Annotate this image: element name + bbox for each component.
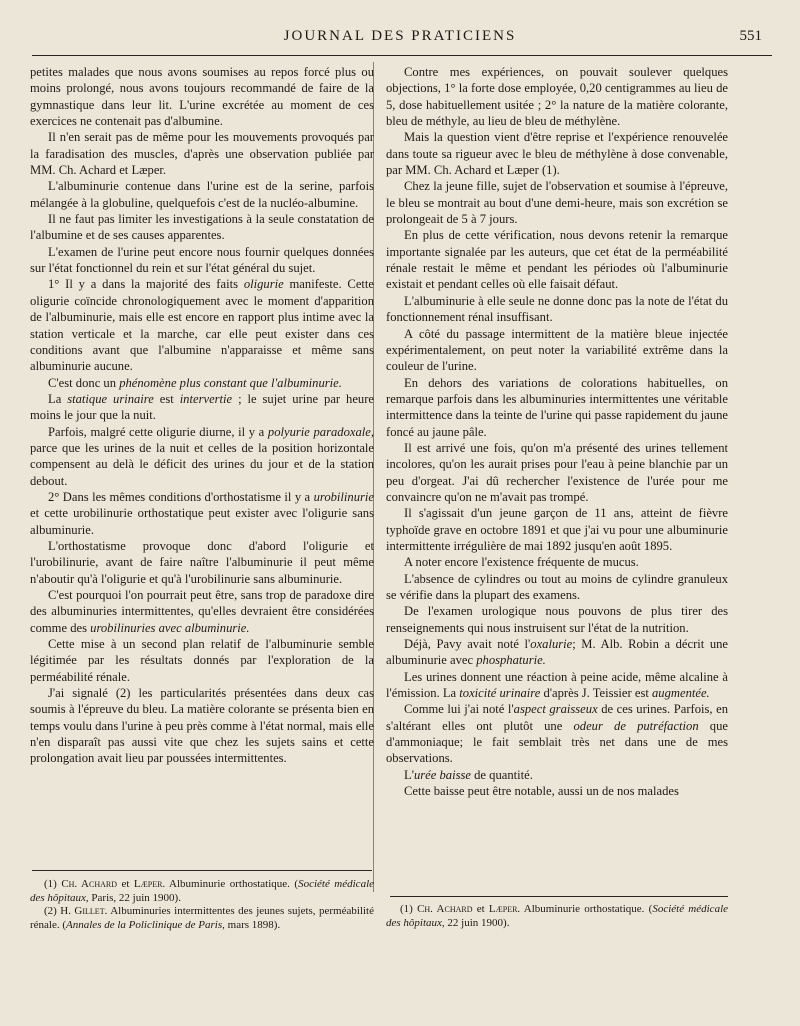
text-run: L': [404, 767, 414, 782]
text-run: de quantité.: [470, 767, 533, 782]
text-run: et: [117, 878, 134, 890]
paragraph: En dehors des variations de colorations habituelles, on remarque parfois dans les albuminuries intermittentes une véritable intermittence dans la teinte de l'urine qui passe rapidement du jaune foncé au jaune pâle.: [386, 375, 728, 439]
paragraph: [30, 489, 374, 538]
text-run: de ces urines. Parfois, en s'altérant elles ont plutôt une: [386, 702, 729, 733]
footnote: [30, 878, 374, 905]
italic-run: urobilinuries avec albuminurie.: [90, 620, 250, 635]
italic-run: statique urinaire: [67, 391, 154, 406]
footnote-number: (2): [44, 905, 61, 918]
text-run: ; M. Alb. Robin a décrit une albuminurie avec: [386, 637, 728, 668]
footnote-author: H. Gillet: [60, 905, 105, 918]
text-run: , 22 juin 1900).: [441, 916, 510, 929]
paragraph: En plus de cette vérification, nous devons retenir la remarque importante signalée par les auteurs, que cet état de la perméabilité rénale restait le même et pendant les périodes où l'albuminurie existait et pendant celles où elle faisait défaut.: [386, 228, 728, 292]
paragraph: [386, 767, 728, 783]
italic-run: intervertie: [179, 391, 233, 406]
text-run: C'est pourquoi l'on pourrait peut être, sans trop de paradoxe dire des albuminuries intermittentes, qu'elles devraient être considérées comme des: [30, 588, 374, 635]
paragraph: [386, 669, 728, 702]
text-run: et cette urobilinurie orthostatique peut exister avec l'oligurie sans albuminurie.: [30, 506, 374, 537]
italic-run: aspect graisseux: [513, 702, 598, 717]
text-run: . Albuminurie orthostatique. (: [162, 878, 299, 890]
text-run: ; le sujet urine par heure moins le jour que la nuit.: [30, 391, 375, 423]
text-run: 1° Il y a dans la majorité des faits: [48, 277, 244, 292]
text-run: , Paris, 22 juin 1900).: [85, 891, 181, 904]
footnote-author: Ch. Achard: [61, 878, 117, 890]
paragraph: L'albuminurie contenue dans l'urine est de la serine, parfois mélangée à la globuline, quelquefois c'est de la nucléo-albumine.: [30, 179, 374, 210]
paragraph: Il est arrivé une fois, qu'on m'a présenté des urines tellement incolores, qu'on les aurait prises pour l'eau à peine blanchie par un peu d'orgeat. J'ai dû rechercher l'existence de l'urée pour me convaincre qu'on ne m'avait pas trompé.: [386, 440, 728, 504]
paragraph: L'absence de cylindres ou tout au moins de cylindre granuleux se vérifie dans la plupart des examens.: [386, 571, 728, 602]
footnote: [30, 905, 374, 932]
paragraph: Contre mes expériences, on pouvait soulever quelques objections, 1° la forte dose employée, 0,20 centigrammes au lieu de 5, dose habituellement usitée ; 2° la nature de la matière colorante, bleu de méthyle, au lieu de bleu de méthylène.: [386, 65, 728, 129]
footnote-author: Læper: [133, 878, 163, 890]
italic-run: phénomène plus constant que l'albuminurie.: [119, 375, 342, 390]
footnote-rule: [390, 896, 728, 897]
paragraph: [30, 391, 374, 424]
right-column: [386, 64, 728, 799]
footnote-number: (1): [44, 878, 62, 890]
text-run: est: [153, 391, 180, 406]
paragraph: Mais la question vient d'être reprise et l'expérience renouvelée dans toute sa rigueur avec le bleu de méthylène à dose convenable, par MM. Ch. Achard et Læper (1).: [386, 130, 728, 178]
italic-run: odeur de putréfaction: [573, 718, 699, 733]
italic-run: Annales de la Policlinique de Paris: [66, 918, 223, 931]
text-run: . Albuminurie orthostatique. (: [517, 903, 653, 915]
paragraph: Chez la jeune fille, sujet de l'observation et soumise à l'épreuve, le bleu se montrait au bout d'une demi-heure, mais son excrétion se prolongeait de 5 à 7 jours.: [386, 179, 728, 227]
italic-run: urobilinurie: [313, 489, 374, 504]
footnotes-right: [386, 903, 728, 930]
paragraph: A côté du passage intermittent de la matière bleue injectée expérimentalement, on peut noter la variabilité extrême dans la couleur de l'urine.: [386, 326, 728, 374]
text-run: , mars 1898).: [222, 918, 281, 931]
running-head: [32, 28, 768, 50]
journal-title: JOURNAL DES PRATICIENS: [283, 28, 517, 44]
text-run: C'est donc un: [48, 375, 120, 390]
footnote-number: (1): [400, 903, 418, 915]
text-run: Déjà, Pavy avait noté l': [404, 637, 531, 652]
text-run: La: [48, 391, 68, 406]
italic-run: polyurie paradoxale,: [267, 424, 374, 439]
text-run: Les urines donnent une réaction à peine acide, même alcaline à l'émission. La: [386, 669, 728, 701]
text-run: . Albuminuries intermittentes des jeunes sujets, perméabilité rénale. (: [30, 905, 374, 931]
text-run: Comme lui j'ai noté l': [404, 702, 514, 717]
paragraph: Il ne faut pas limiter les investigations à la seule constatation de l'albumine et de ses causes apparentes.: [30, 212, 374, 243]
paragraph: [30, 276, 374, 374]
italic-run: oxalurie: [530, 637, 573, 652]
footnote-author: Ch. Achard: [417, 903, 473, 915]
paragraph: Il n'en serait pas de même pour les mouvements provoqués par la faradisation des muscles, d'après une observation publiée par MM. Ch. Achard et Læper.: [30, 130, 374, 178]
footnote-rule: [32, 870, 372, 871]
text-run: que d'ammoniaque; le fait semblait très net dans une de mes observations.: [386, 718, 728, 766]
left-column: [30, 64, 374, 767]
page-number: 551: [739, 28, 762, 44]
paragraph: [30, 375, 374, 391]
italic-run: Société médicale des hôpitaux: [30, 878, 375, 904]
text-run: manifeste. Cette oligurie coïncide chronologiquement avec le moment d'apparition de l'albuminurie, mais elle est encore en rapport plus intime avec la station verticale et la marche, car elle peut exister dans ces conditions avant que l'albumine n'apparaisse et même sans albuminurie aucune.: [30, 277, 375, 374]
italic-run: phosphaturie.: [476, 653, 546, 668]
paragraph: [30, 424, 374, 489]
paragraph: L'orthostatisme provoque donc d'abord l'oligurie et l'urobilinurie, avant de faire naître l'albuminurie il peut même n'aboutir qu'à l'oligurie et qu'à l'urobilinurie sans albuminurie.: [30, 538, 374, 586]
paragraph: Il s'agissait d'un jeune garçon de 11 ans, atteint de fièvre typhoïde grave en octobre 1891 et que j'ai vu pour une albuminurie intermittente irrégulière de mai 1892 jusqu'en août 1895.: [386, 506, 728, 553]
text-run: et: [472, 903, 489, 915]
text-run: d'après J. Teissier est: [540, 686, 652, 701]
paragraph: [30, 587, 374, 636]
paragraph: A noter encore l'existence fréquente de mucus.: [404, 555, 639, 570]
footnote-author: Læper: [488, 903, 518, 915]
paragraph: Cette baisse peut être notable, aussi un de nos malades: [404, 784, 679, 799]
paragraph: petites malades que nous avons soumises au repos forcé plus ou moins prolongé, nous avons toujours recommandé de faire de la gymnastique dans leur lit. L'urine excrétée au moment de ces exercices ne contenait pas d'albumine.: [30, 65, 374, 129]
italic-run: urée baisse: [413, 767, 471, 782]
paragraph: [386, 636, 728, 669]
italic-run: Société médicale des hôpitaux: [386, 903, 729, 929]
italic-run: augmentée.: [652, 686, 710, 701]
footnote: [386, 903, 728, 930]
italic-run: oligurie: [243, 277, 284, 292]
paragraph: [386, 701, 728, 766]
paragraph: De l'examen urologique nous pouvons de plus tirer des renseignements qui nous instruisent sur l'état de la nutrition.: [386, 604, 728, 635]
paragraph: J'ai signalé (2) les particularités présentées dans deux cas soumis à l'épreuve du bleu. La matière colorante se présenta bien en temps voulu dans l'urine à peu près comme à l'état normal, mais elle n'en disparaît pas aussi vite que chez les sujets sains et cette prolongation avait lieu par poussées intermittentes.: [30, 686, 374, 766]
text-run: Parfois, malgré cette oligurie diurne, il y a: [48, 424, 268, 439]
paragraph: L'examen de l'urine peut encore nous fournir quelques données sur l'état fonctionnel du rein et sur l'état général du sujet.: [30, 244, 374, 276]
text-run: 2° Dans les mêmes conditions d'orthostatisme il y a: [48, 489, 314, 504]
footnotes-left: [30, 878, 374, 932]
italic-run: toxicité urinaire: [459, 686, 541, 701]
text-run: parce que les urines de la nuit et celles de la position horizontale compensent au delà le déficit des urines du jour et de la station debout.: [30, 440, 374, 488]
paragraph: L'albuminurie à elle seule ne donne donc pas la note de l'état du fonctionnement rénal insuffisant.: [386, 293, 728, 325]
header-rule: [32, 55, 772, 56]
paragraph: Cette mise à un second plan relatif de l'albuminurie semble légitimée par les résultats donnés par l'exploration de la perméabilité rénale.: [30, 637, 374, 684]
